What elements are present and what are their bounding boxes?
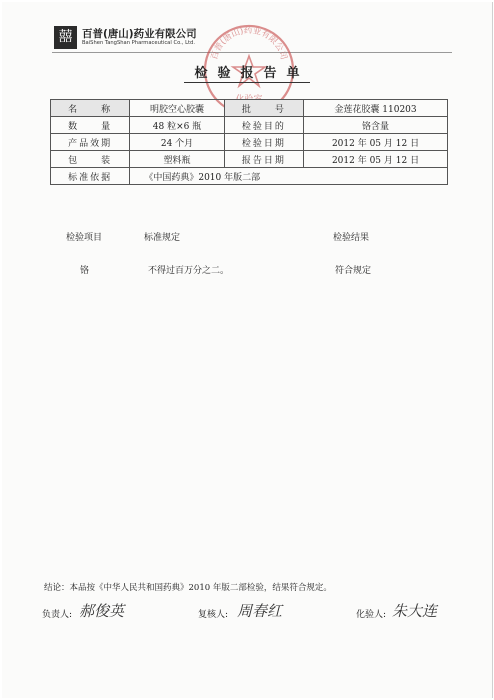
row-value: 2012 年 05 月 12 日 — [304, 151, 448, 168]
svg-text:百普(唐山)药业有限公司: 百普(唐山)药业有限公司 — [209, 25, 289, 62]
conclusion-text: 结论：本品按《中华人民共和国药典》2010 年版二部检验，结果符合规定。 — [44, 583, 332, 593]
company-name-cn: 百普(唐山)药业有限公司 — [82, 28, 197, 40]
standard-value: 《中国药典》2010 年版二部 — [130, 168, 448, 185]
test-item-result: 符合规定 — [335, 266, 372, 276]
row-value: 铬含量 — [304, 117, 448, 134]
test-item-header: 检验项目 — [66, 233, 103, 243]
tester-signature: 朱大连 — [392, 602, 438, 620]
row-label: 报告日期 — [224, 151, 303, 168]
report-page — [2, 2, 493, 698]
info-row — [51, 117, 448, 134]
report-title: 检验报告单 — [184, 62, 309, 83]
reviewer-signature: 周春红 — [237, 602, 283, 620]
company-name-en: BaiShen TangShan Pharmaceutical Co., Ltd. — [82, 40, 195, 46]
row-label: 检验目的 — [224, 117, 303, 134]
row-value: 明胶空心胶囊 — [130, 100, 224, 117]
tester-label: 化验人: — [356, 610, 387, 620]
row-value: 金莲花胶囊 110203 — [304, 100, 448, 117]
info-row — [51, 100, 448, 117]
standard-header: 标准规定 — [144, 233, 181, 243]
row-value: 塑料瓶 — [130, 151, 224, 168]
reviewer-label: 复核人: — [198, 610, 229, 620]
row-value: 24 个月 — [130, 134, 224, 151]
test-item-standard: 不得过百万分之二。 — [148, 266, 230, 276]
row-label: 数 量 — [51, 117, 130, 134]
responsible-signature: 郝俊英 — [79, 602, 125, 620]
row-label: 名 称 — [51, 100, 130, 117]
info-row — [51, 151, 448, 168]
company-logo-icon: 囍 — [54, 26, 77, 49]
row-value: 48 粒×6 瓶 — [130, 117, 224, 134]
responsible-label: 负责人: — [42, 610, 73, 620]
standard-row — [51, 168, 448, 185]
info-row — [51, 134, 448, 151]
result-header: 检验结果 — [333, 233, 370, 243]
report-info-table — [50, 99, 448, 185]
row-label: 检验日期 — [224, 134, 303, 151]
row-label: 产品效期 — [51, 134, 130, 151]
row-label: 包 装 — [51, 151, 130, 168]
row-value: 2012 年 05 月 12 日 — [304, 134, 448, 151]
row-label: 批 号 — [224, 100, 303, 117]
standard-label: 标准依据 — [51, 168, 130, 185]
test-item-name: 铬 — [80, 266, 90, 276]
